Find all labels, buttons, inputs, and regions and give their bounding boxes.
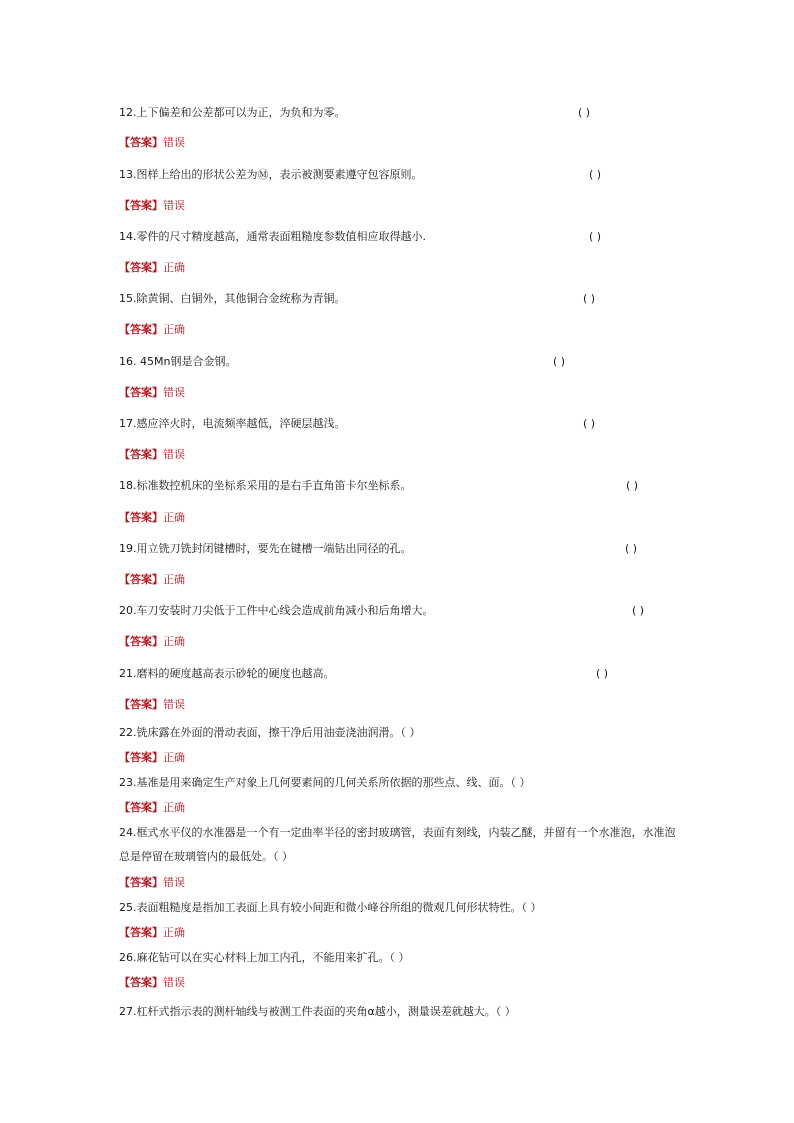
- question-26: [119, 951, 410, 965]
- answer-value: 错误: [163, 876, 185, 889]
- answer-value: 正确: [163, 635, 185, 648]
- question-text: 25.表面粗糙度是指加工表面上具有较小间距和微小峰谷所组的微观几何形状特性。（ ）: [119, 901, 542, 914]
- question-18: [119, 479, 639, 493]
- question-text: 18.标准数控机床的坐标系采用的是右手直角笛卡尔坐标系。: [119, 479, 412, 492]
- answer-25: [119, 926, 185, 940]
- question-12: [119, 106, 591, 120]
- answer-label: 【答案】: [119, 136, 163, 149]
- answer-label: 【答案】: [119, 573, 163, 586]
- question-24: [119, 821, 679, 869]
- question-text: 16. 45Mn钢是合金钢。: [119, 355, 237, 368]
- answer-15: [119, 323, 185, 337]
- answer-blank: ( ): [626, 479, 639, 492]
- question-text: 22.铣床露在外面的滑动表面，擦干净后用油壶浇油润滑。（ ）: [119, 726, 421, 739]
- answer-value: 正确: [163, 801, 185, 814]
- answer-12: [119, 136, 185, 150]
- answer-14: [119, 261, 185, 275]
- answer-label: 【答案】: [119, 635, 163, 648]
- answer-label: 【答案】: [119, 323, 163, 336]
- answer-blank: ( ): [589, 230, 602, 243]
- question-text: 26.麻花钻可以在实心材料上加工内孔，不能用来扩孔。（ ）: [119, 951, 410, 964]
- answer-value: 正确: [163, 751, 185, 764]
- question-text: 19.用立铣刀铣封闭键槽时，要先在键槽一端钻出同径的孔。: [119, 542, 412, 555]
- answer-value: 错误: [163, 136, 185, 149]
- answer-label: 【答案】: [119, 801, 163, 814]
- answer-22: [119, 751, 185, 765]
- question-text: 21.磨料的硬度越高表示砂轮的硬度也越高。: [119, 667, 335, 680]
- answer-16: [119, 386, 185, 400]
- answer-blank: ( ): [589, 168, 602, 181]
- answer-label: 【答案】: [119, 386, 163, 399]
- answer-label: 【答案】: [119, 876, 163, 889]
- answer-value: 正确: [163, 323, 185, 336]
- question-19: [119, 542, 638, 556]
- answer-label: 【答案】: [119, 926, 163, 939]
- answer-20: [119, 635, 185, 649]
- question-text: 15.除黄铜、白铜外，其他铜合金统称为青铜。: [119, 292, 346, 305]
- question-27: [119, 1005, 516, 1019]
- question-15: [119, 292, 596, 306]
- question-text: 12.上下偏差和公差都可以为正，为负和为零。: [119, 106, 346, 119]
- question-text: 23.基准是用来确定生产对象上几何要素间的几何关系所依据的那些点、线、面。（ ）: [119, 776, 531, 789]
- answer-18: [119, 511, 185, 525]
- answer-blank: ( ): [596, 667, 609, 680]
- question-17: [119, 417, 596, 431]
- question-22: [119, 726, 421, 740]
- question-text: 24.框式水平仪的水准器是一个有一定曲率半径的密封玻璃管，表面有刻线，内装乙醚，并留有一个水准泡，水准泡总是停留在玻璃管内的最低处。（ ）: [119, 826, 676, 863]
- answer-blank: ( ): [583, 292, 596, 305]
- answer-17: [119, 448, 185, 462]
- question-25: [119, 901, 542, 915]
- answer-value: 正确: [163, 261, 185, 274]
- answer-value: 正确: [163, 926, 185, 939]
- question-21: [119, 667, 609, 681]
- answer-label: 【答案】: [119, 751, 163, 764]
- answer-label: 【答案】: [119, 698, 163, 711]
- answer-24: [119, 876, 185, 890]
- answer-value: 错误: [163, 976, 185, 989]
- question-text: 14.零件的尺寸精度越高，通常表面粗糙度参数值相应取得越小.: [119, 230, 426, 243]
- answer-value: 正确: [163, 573, 185, 586]
- answer-label: 【答案】: [119, 448, 163, 461]
- question-14: [119, 230, 602, 244]
- answer-value: 错误: [163, 698, 185, 711]
- answer-blank: ( ): [583, 417, 596, 430]
- answer-blank: ( ): [578, 106, 591, 119]
- answer-label: 【答案】: [119, 199, 163, 212]
- question-23: [119, 776, 531, 790]
- answer-13: [119, 199, 185, 213]
- question-text: 17.感应淬火时，电流频率越低，淬硬层越浅。: [119, 417, 346, 430]
- answer-value: 正确: [163, 511, 185, 524]
- answer-value: 错误: [163, 199, 185, 212]
- answer-label: 【答案】: [119, 976, 163, 989]
- answer-label: 【答案】: [119, 511, 163, 524]
- answer-value: 错误: [163, 448, 185, 461]
- question-text: 13.图样上给出的形状公差为Ⓜ，表示被测要素遵守包容原则。: [119, 168, 423, 181]
- question-13: [119, 168, 602, 182]
- question-16: [119, 355, 566, 369]
- answer-blank: ( ): [625, 542, 638, 555]
- answer-21: [119, 698, 185, 712]
- answer-blank: ( ): [632, 604, 645, 617]
- question-text: 20.车刀安装时刀尖低于工件中心线会造成前角减小和后角增大。: [119, 604, 434, 617]
- answer-23: [119, 801, 185, 815]
- answer-value: 错误: [163, 386, 185, 399]
- question-20: [119, 604, 645, 618]
- answer-26: [119, 976, 185, 990]
- answer-19: [119, 573, 185, 587]
- question-text: 27.杠杆式指示表的测杆轴线与被测工件表面的夹角α越小，测量误差就越大。（ ）: [119, 1005, 516, 1018]
- answer-blank: ( ): [553, 355, 566, 368]
- answer-label: 【答案】: [119, 261, 163, 274]
